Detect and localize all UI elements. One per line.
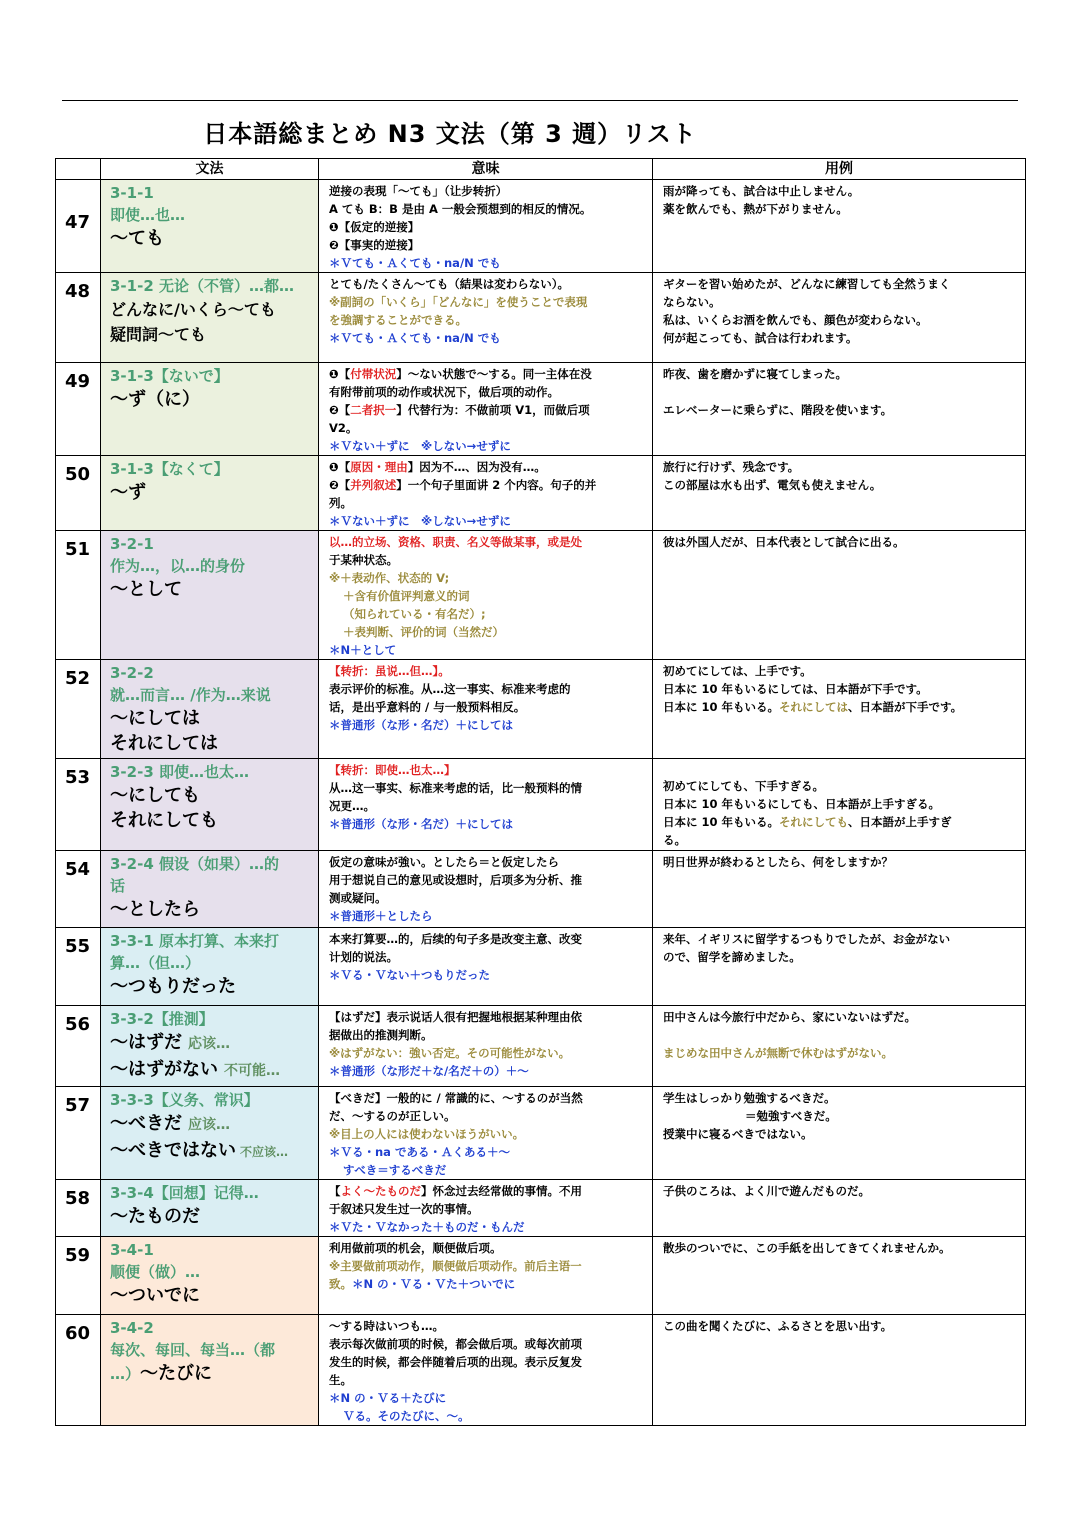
grammar-pattern: 〜にしては (110, 708, 200, 729)
row-number: 60 (56, 1315, 101, 1426)
example-line: 子供のころは、よく川で遊んだものだ。 (663, 1184, 870, 1198)
example-line: 旅行に行けず、残念です。 (663, 460, 800, 474)
meaning-line: 况更…。 (329, 799, 375, 813)
example-line: 来年、イギリスに留学するつもりでしたが、お金がない (663, 932, 951, 946)
meaning-line: 测或疑问。 (329, 891, 387, 905)
example-line: まじめな田中さんが無断で休むはずがない。 (663, 1046, 893, 1060)
meaning-cell (319, 928, 653, 1006)
meaning-line: 逆接の表現「〜ても」（让步转折） (329, 184, 508, 198)
grammar-pattern: 〜べきではない 不应该… (110, 1140, 289, 1161)
grammar-pattern: 疑問詞〜ても (110, 325, 207, 344)
row-number: 56 (56, 1006, 101, 1087)
example-cell (653, 456, 1026, 531)
example-line: 日本に 10 年もいる。それにしても、日本語が上手すぎ (663, 815, 952, 829)
row-number: 54 (56, 851, 101, 928)
grammar-gloss: 即使…也… (110, 206, 186, 224)
page-title: 日本語総まとめ N3 文法（第 3 週）リスト (203, 120, 697, 148)
meaning-line: 据做出的推测判断。 (329, 1028, 433, 1042)
grammar-pattern: …）〜たびに (110, 1363, 213, 1384)
table-row (56, 1237, 1026, 1315)
grammar-code: 3-2-4 假设（如果）…的 (110, 855, 279, 873)
meaning-form: ＊普通形（な形・名だ）＋にしては (329, 817, 513, 831)
meaning-form: ＊Ｖた・Ｖなかった＋ものだ・もんだ (329, 1220, 525, 1234)
row-number: 48 (56, 273, 101, 363)
example-cell (653, 363, 1026, 456)
example-cell (653, 531, 1026, 660)
grammar-code: 算…（但…） (110, 954, 201, 972)
meaning-note: ※副詞の「いくら」「どんなに」を使うことで表現 (329, 295, 588, 309)
grammar-code: 3-4-2 (110, 1319, 154, 1337)
table-row (56, 759, 1026, 851)
meaning-form: ＊普通形＋としたら (329, 909, 433, 923)
row-number: 57 (56, 1087, 101, 1180)
grammar-cell (101, 1237, 319, 1315)
example-line: 田中さんは今旅行中だから、家にいないはずだ。 (663, 1010, 916, 1024)
example-line: 授業中に寝るべきではない。 (663, 1127, 813, 1141)
example-line: 学生はしっかり勉強するべきだ。 (663, 1091, 836, 1105)
grammar-cell (101, 180, 319, 273)
meaning-cell (319, 363, 653, 456)
grammar-pattern: 〜たものだ (110, 1206, 200, 1227)
meaning-line: とても/たくさん〜ても（結果は変わらない）。 (329, 277, 569, 291)
meaning-line: ❷【并列叙述】一个句子里面讲 2 个内容。句子的并 (329, 478, 597, 492)
meaning-cell (319, 851, 653, 928)
example-line: ＝勉強すべきだ。 (745, 1109, 837, 1123)
meaning-line: 致。＊N の・Ｖる・Ｖた＋ついでに (329, 1277, 516, 1291)
example-line: 日本に 10 年もいる。それにしては、日本語が下手です。 (663, 700, 963, 714)
grammar-pattern: 〜として (110, 579, 182, 600)
grammar-pattern: 〜にしても (110, 785, 200, 806)
table-row (56, 1087, 1026, 1180)
grammar-code: 3-3-2【推測】 (110, 1010, 214, 1028)
meaning-line: 【转折：虽说…但…】。 (329, 664, 450, 678)
meaning-form: ＊普通形（な形・名だ）＋にしては (329, 718, 513, 732)
meaning-cell (319, 1180, 653, 1237)
meaning-note: を強調することができる。 (329, 313, 467, 327)
meaning-form: ＊Ｖる・na である・Ａくある＋〜 (329, 1145, 510, 1159)
header-row (56, 159, 1026, 180)
meaning-cell (319, 531, 653, 660)
table-row (56, 851, 1026, 928)
example-line: ので、留学を諦めました。 (663, 950, 801, 964)
meaning-note: ※＋表动作、状态的 V; (329, 571, 450, 585)
grammar-cell (101, 1315, 319, 1426)
meaning-line: 发生的时候，都会伴随着后项的出现。表示反复发 (329, 1355, 582, 1369)
meaning-line: 【转折：即使…也太…】 (329, 763, 456, 777)
grammar-gloss: 作为…，以…的身份 (110, 557, 246, 575)
meaning-note: ※目上の人には使わないほうがいい。 (329, 1127, 525, 1141)
example-line: ならない。 (663, 295, 721, 309)
grammar-gloss: 就…而言… /作为…来说 (110, 686, 271, 704)
example-line: 私は、いくらお酒を飲んでも、顔色が変わらない。 (663, 313, 928, 327)
meaning-line: 用于想说自己的意见或设想时，后项多为分析、推 (329, 873, 582, 887)
row-number: 51 (56, 531, 101, 660)
example-line: 日本に 10 年もいるにしても、日本語が上手すぎる。 (663, 797, 941, 811)
meaning-cell (319, 1087, 653, 1180)
example-line: この曲を聞くたびに、ふるさとを思い出す。 (663, 1319, 893, 1333)
example-line: 薬を飲んでも、熱が下がりません。 (663, 202, 848, 216)
grammar-code: 话 (110, 877, 126, 895)
meaning-form: Ｖる。そのたびに、〜。 (343, 1409, 470, 1423)
example-line (663, 383, 1021, 401)
meaning-line: 计划的说法。 (329, 950, 398, 964)
meaning-note: （知られている・有名だ）; (343, 607, 486, 621)
meaning-cell (319, 273, 653, 363)
grammar-pattern: 〜ても (110, 228, 164, 249)
example-line: 彼は外国人だが、日本代表として試合に出る。 (663, 535, 905, 549)
meaning-note: ＋表判断、评价的词（当然だ） (343, 625, 504, 639)
table-row (56, 456, 1026, 531)
example-line (663, 1026, 1021, 1044)
row-number: 52 (56, 660, 101, 759)
example-cell (653, 1087, 1026, 1180)
example-line: 昨夜、歯を磨かずに寝てしまった。 (663, 367, 847, 381)
grammar-gloss: 每次、每回、每当…（都 (110, 1341, 276, 1359)
meaning-line: 有附带前项的动作或状况下，做后项的动作。 (329, 385, 559, 399)
meaning-note: ＋含有价值评判意义的词 (343, 589, 470, 603)
grammar-pattern: 〜としたら (110, 899, 200, 920)
example-cell (653, 1237, 1026, 1315)
grammar-cell (101, 928, 319, 1006)
grammar-code: 3-2-1 (110, 535, 154, 553)
meaning-line: 本来打算要…的，后续的句子多是改变主意、改变 (329, 932, 582, 946)
meaning-line: 表示评价的标准。从…这一事实、标准来考虑的 (329, 682, 571, 696)
meaning-line: 表示每次做前项的时候，都会做后项。或每次前项 (329, 1337, 582, 1351)
table-row (56, 363, 1026, 456)
header-num (56, 159, 101, 180)
example-line: この部屋は水も出ず、電気も使えません。 (663, 478, 882, 492)
meaning-form: ＊Ｖない＋ずに ※しない→せずに (329, 439, 511, 453)
example-line: 初めてにしては、上手です。 (663, 664, 812, 678)
table-row (56, 1180, 1026, 1237)
grammar-code: 3-4-1 (110, 1241, 154, 1259)
header-meaning: 意味 (319, 159, 653, 180)
example-cell (653, 273, 1026, 363)
grammar-code: 3-3-1 原本打算、本来打 (110, 932, 279, 950)
grammar-cell (101, 1006, 319, 1087)
meaning-form: ＊普通形（な形だ＋な/名だ＋の）＋〜 (329, 1064, 529, 1078)
table-row (56, 660, 1026, 759)
example-line: ギターを習い始めたが、どんなに練習しても全然うまく (663, 277, 951, 291)
grammar-pattern: 〜べきだ 应该… (110, 1113, 230, 1134)
meaning-line: ❶【仮定的逆接】 (329, 220, 420, 234)
meaning-line: 〜する時はいつも…。 (329, 1319, 444, 1333)
grammar-code: 3-3-3【义务、常识】 (110, 1091, 259, 1109)
meaning-line: 生。 (329, 1373, 352, 1387)
meaning-line: ❷【二者択一】代替行为：不做前项 V1，而做后项 (329, 403, 590, 417)
grammar-code: 3-1-1 (110, 184, 154, 202)
example-cell (653, 1006, 1026, 1087)
table-row (56, 1315, 1026, 1426)
row-number: 50 (56, 456, 101, 531)
example-cell (653, 928, 1026, 1006)
example-cell (653, 851, 1026, 928)
example-line: 日本に 10 年もいるにしては、日本語が下手です。 (663, 682, 928, 696)
meaning-line: 话，是出乎意料的 / 与一般预料相反。 (329, 700, 526, 714)
example-line: る。 (663, 833, 686, 847)
meaning-form: ＊Ｖない＋ずに ※しない→せずに (329, 514, 511, 528)
meaning-line: 【よく〜たものだ】怀念过去经常做的事情。不用 (329, 1184, 582, 1198)
grammar-pattern: 〜はずだ 応该… (110, 1032, 230, 1053)
meaning-line: 【はずだ】表示说话人很有把握地根据某种理由依 (329, 1010, 582, 1024)
grammar-cell (101, 1087, 319, 1180)
meaning-form: ＊Ｖても・Ａくても・na/N でも (329, 331, 501, 345)
top-rule (62, 100, 1018, 101)
row-number: 47 (56, 180, 101, 273)
table-row (56, 273, 1026, 363)
row-number: 59 (56, 1237, 101, 1315)
meaning-cell (319, 180, 653, 273)
grammar-pattern: どんなに/いくら〜ても (110, 300, 276, 319)
example-line: 何が起こっても、試合は行われます。 (663, 331, 858, 345)
meaning-line: ❶【原因・理由】因为不…、因为没有…。 (329, 460, 546, 474)
row-number: 53 (56, 759, 101, 851)
meaning-note: ※主要做前项动作，顺便做后项动作。前后主语一 (329, 1259, 582, 1273)
grammar-code: 3-1-3【なくて】 (110, 460, 229, 478)
meaning-form: すべき＝するべきだ (343, 1163, 447, 1177)
example-line: 明日世界が終わるとしたら、何をしますか？ (663, 855, 893, 869)
meaning-line: 利用做前项的机会，顺便做后项。 (329, 1241, 502, 1255)
meaning-line: 于某种状态。 (329, 553, 398, 567)
meaning-form: ＊Ｖる・Ｖない＋つもりだった (329, 968, 490, 982)
grammar-pattern: 〜ついでに (110, 1285, 200, 1306)
row-number: 55 (56, 928, 101, 1006)
meaning-line: ❶【付帯状況】〜ない状態で〜する。同一主体在没 (329, 367, 592, 381)
grammar-code: 3-1-2 无论（不管）…都… (110, 277, 294, 295)
meaning-line: 仮定の意味が強い。としたら＝と仮定したら (329, 855, 559, 869)
meaning-note: ※はずがない：強い否定。その可能性がない。 (329, 1046, 571, 1060)
grammar-cell (101, 660, 319, 759)
meaning-cell (319, 1006, 653, 1087)
meaning-line: A ても B：B 是由 A 一般会预想到的相反的情况。 (329, 202, 592, 216)
meaning-form: ＊N の・Ｖる＋たびに (329, 1391, 447, 1405)
example-cell (653, 1315, 1026, 1426)
table-row (56, 180, 1026, 273)
example-cell (653, 759, 1026, 851)
grammar-gloss: 顺便（做）… (110, 1263, 201, 1281)
grammar-cell (101, 273, 319, 363)
example-cell (653, 660, 1026, 759)
meaning-line: だ、〜するのが正しい。 (329, 1109, 456, 1123)
table-row (56, 1006, 1026, 1087)
table-row (56, 531, 1026, 660)
grammar-cell (101, 531, 319, 660)
example-line: 雨が降っても、試合は中止しません。 (663, 184, 860, 198)
meaning-form: ＊N＋として (329, 643, 397, 657)
meaning-line: V2。 (329, 421, 358, 435)
header-grammar: 文法 (101, 159, 319, 180)
grammar-code: 3-3-4【回想】记得… (110, 1184, 259, 1202)
grammar-pattern: それにしては (110, 733, 218, 754)
meaning-line: 列。 (329, 496, 352, 510)
grammar-code: 3-2-3 即使…也太… (110, 763, 249, 781)
grammar-code: 3-2-2 (110, 664, 154, 682)
example-line: 初めてにしても、下手すぎる。 (663, 779, 824, 793)
example-cell (653, 1180, 1026, 1237)
example-line: エレベーターに乗らずに、階段を使います。 (663, 403, 893, 417)
meaning-line: 从…这一事实、标准来考虑的话，比一般预料的情 (329, 781, 582, 795)
grammar-code: 3-1-3【ないで】 (110, 367, 229, 385)
meaning-line: 于叙述只发生过一次的事情。 (329, 1202, 479, 1216)
meaning-cell (319, 456, 653, 531)
example-cell (653, 180, 1026, 273)
grammar-pattern: 〜つもりだった (110, 976, 236, 997)
meaning-form: ＊Ｖても・Ａくても・na/N でも (329, 256, 501, 270)
grammar-cell (101, 759, 319, 851)
grammar-pattern: 〜ず（に） (110, 389, 200, 410)
row-number: 49 (56, 363, 101, 456)
grammar-table (55, 158, 1026, 1426)
grammar-cell (101, 1180, 319, 1237)
grammar-cell (101, 456, 319, 531)
header-example: 用例 (653, 159, 1026, 180)
grammar-cell (101, 851, 319, 928)
grammar-pattern: 〜はずがない 不可能… (110, 1059, 280, 1080)
meaning-cell (319, 1315, 653, 1426)
table-row (56, 928, 1026, 1006)
grammar-pattern: それにしても (110, 810, 218, 831)
meaning-cell (319, 759, 653, 851)
meaning-line: 以…的立场、资格、职责、名义等做某事，或是处 (329, 535, 582, 549)
meaning-cell (319, 1237, 653, 1315)
meaning-line: ❷【事実的逆接】 (329, 238, 420, 252)
row-number: 58 (56, 1180, 101, 1237)
grammar-pattern: 〜ず (110, 482, 146, 503)
meaning-cell (319, 660, 653, 759)
meaning-line: 【べきだ】一般的に / 常識的に、〜するのが当然 (329, 1091, 583, 1105)
example-line: 散歩のついでに、この手紙を出してきてくれませんか。 (663, 1241, 951, 1255)
grammar-cell (101, 363, 319, 456)
